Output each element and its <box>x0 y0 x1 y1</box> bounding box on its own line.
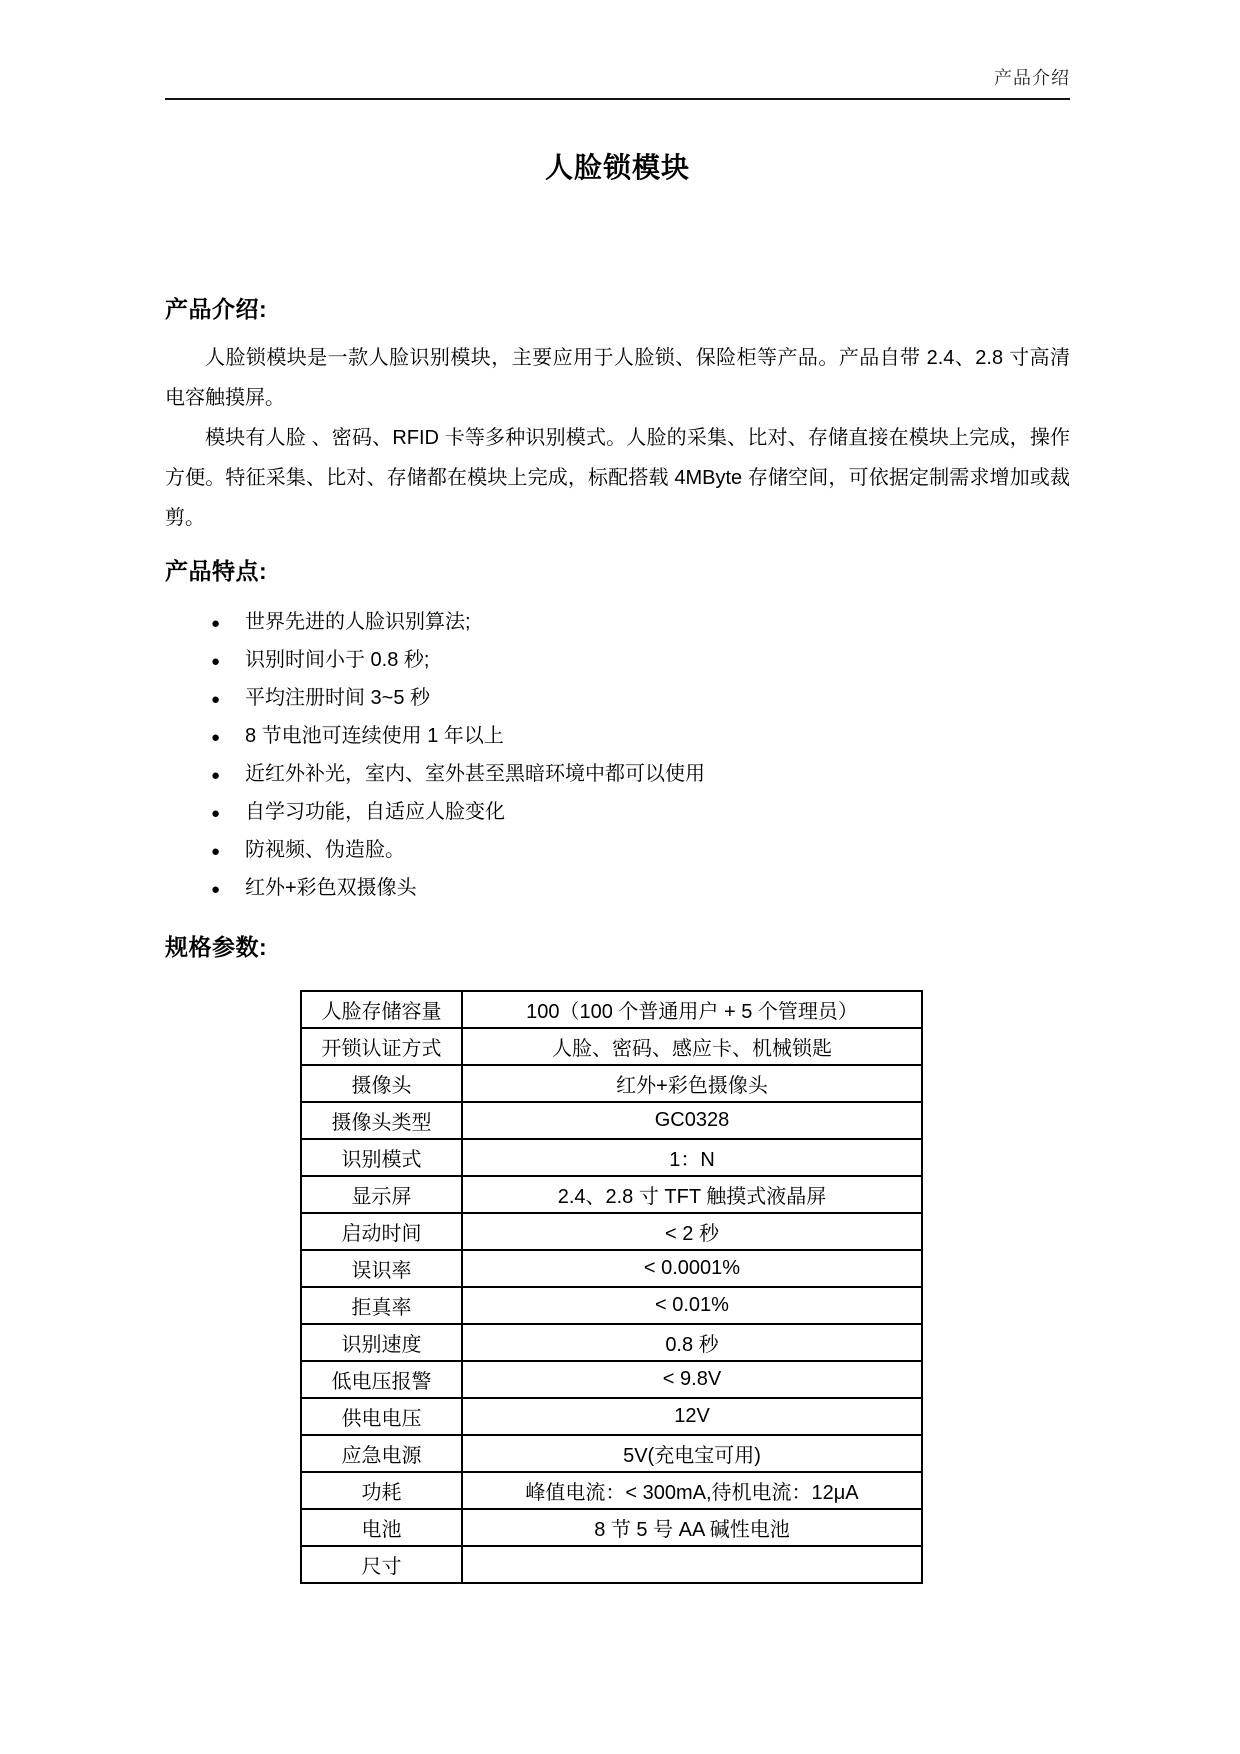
section-heading-specs: 规格参数: <box>165 934 268 960</box>
spec-value-cell: 2.4、2.8 寸 TFT 触摸式液晶屏 <box>462 1176 922 1213</box>
section-heading-features: 产品特点: <box>165 558 268 584</box>
spec-value-cell <box>462 1546 922 1583</box>
intro-paragraph-1: 人脸锁模块是一款人脸识别模块，主要应用于人脸锁、保险柜等产品。产品自带 2.4、2.8 寸高清电容触摸屏。 <box>165 347 1070 409</box>
spec-value-cell: < 0.01% <box>462 1287 922 1324</box>
spec-value-cell: 12V <box>462 1398 922 1435</box>
spec-value-cell: 人脸、密码、感应卡、机械锁匙 <box>462 1028 922 1065</box>
list-item <box>165 718 1070 756</box>
spec-label-cell: 显示屏 <box>301 1176 462 1213</box>
intro-paragraphs <box>165 338 1070 538</box>
feature-text: 红外+彩色双摄像头 <box>245 877 417 899</box>
table-row <box>301 1287 922 1324</box>
section-heading-intro: 产品介绍: <box>165 296 268 322</box>
table-row <box>301 1102 922 1139</box>
spec-value-cell: 8 节 5 号 AA 碱性电池 <box>462 1509 922 1546</box>
list-item <box>165 642 1070 680</box>
spec-value-cell: GC0328 <box>462 1102 922 1139</box>
spec-label-cell: 低电压报警 <box>301 1361 462 1398</box>
bullet-icon: ● <box>211 805 221 822</box>
table-row <box>301 1028 922 1065</box>
spec-label-cell: 识别模式 <box>301 1139 462 1176</box>
specs-table <box>300 990 923 1584</box>
list-item <box>165 680 1070 718</box>
spec-value-cell: 0.8 秒 <box>462 1324 922 1361</box>
spec-label-cell: 应急电源 <box>301 1435 462 1472</box>
list-item <box>165 756 1070 794</box>
table-row <box>301 1139 922 1176</box>
table-row <box>301 1472 922 1509</box>
bullet-icon: ● <box>211 881 221 898</box>
spec-label-cell: 人脸存储容量 <box>301 991 462 1028</box>
feature-text: 世界先进的人脸识别算法; <box>245 611 471 633</box>
table-row <box>301 1213 922 1250</box>
spec-value-cell: < 2 秒 <box>462 1213 922 1250</box>
list-item <box>165 794 1070 832</box>
table-row <box>301 1398 922 1435</box>
spec-value-cell: < 9.8V <box>462 1361 922 1398</box>
feature-text: 自学习功能，自适应人脸变化 <box>245 801 505 823</box>
feature-text: 8 节电池可连续使用 1 年以上 <box>245 725 504 747</box>
spec-label-cell: 开锁认证方式 <box>301 1028 462 1065</box>
list-item <box>165 870 1070 908</box>
feature-text: 近红外补光，室内、室外甚至黑暗环境中都可以使用 <box>245 763 705 785</box>
page-header-rule <box>165 0 1070 100</box>
spec-label-cell: 功耗 <box>301 1472 462 1509</box>
spec-label-cell: 摄像头 <box>301 1065 462 1102</box>
table-row <box>301 1324 922 1361</box>
table-row <box>301 991 922 1028</box>
table-row <box>301 1065 922 1102</box>
spec-label-cell: 摄像头类型 <box>301 1102 462 1139</box>
bullet-icon: ● <box>211 843 221 860</box>
table-row <box>301 1435 922 1472</box>
table-row <box>301 1176 922 1213</box>
spec-label-cell: 电池 <box>301 1509 462 1546</box>
spec-label-cell: 误识率 <box>301 1250 462 1287</box>
running-header-title: 产品介绍 <box>994 68 1070 88</box>
bullet-icon: ● <box>211 653 221 670</box>
spec-value-cell: < 0.0001% <box>462 1250 922 1287</box>
feature-text: 识别时间小于 0.8 秒; <box>245 649 430 671</box>
feature-list <box>165 604 1070 908</box>
feature-text: 平均注册时间 3~5 秒 <box>245 687 431 709</box>
table-row <box>301 1546 922 1583</box>
bullet-icon: ● <box>211 729 221 746</box>
spec-label-cell: 拒真率 <box>301 1287 462 1324</box>
table-row <box>301 1250 922 1287</box>
document-title: 人脸锁模块 <box>544 152 690 183</box>
list-item <box>165 604 1070 642</box>
spec-label-cell: 供电电压 <box>301 1398 462 1435</box>
spec-value-cell: 1：N <box>462 1139 922 1176</box>
table-row <box>301 1361 922 1398</box>
bullet-icon: ● <box>211 767 221 784</box>
bullet-icon: ● <box>211 691 221 708</box>
list-item <box>165 832 1070 870</box>
spec-value-cell: 5V(充电宝可用) <box>462 1435 922 1472</box>
table-row <box>301 1509 922 1546</box>
spec-label-cell: 启动时间 <box>301 1213 462 1250</box>
feature-text: 防视频、伪造脸。 <box>245 839 405 861</box>
intro-paragraph-2: 模块有人脸 、密码、RFID 卡等多种识别模式。人脸的采集、比对、存储直接在模块上完成，操作方便。特征采集、比对、存储都在模块上完成，标配搭载 4MByte 存储空间，可依据定制需求增加或裁剪。 <box>165 427 1070 529</box>
spec-value-cell: 100（100 个普通用户 + 5 个管理员） <box>462 991 922 1028</box>
bullet-icon: ● <box>211 615 221 632</box>
spec-value-cell: 峰值电流：< 300mA,待机电流：12μA <box>462 1472 922 1509</box>
spec-value-cell: 红外+彩色摄像头 <box>462 1065 922 1102</box>
spec-label-cell: 识别速度 <box>301 1324 462 1361</box>
spec-label-cell: 尺寸 <box>301 1546 462 1583</box>
